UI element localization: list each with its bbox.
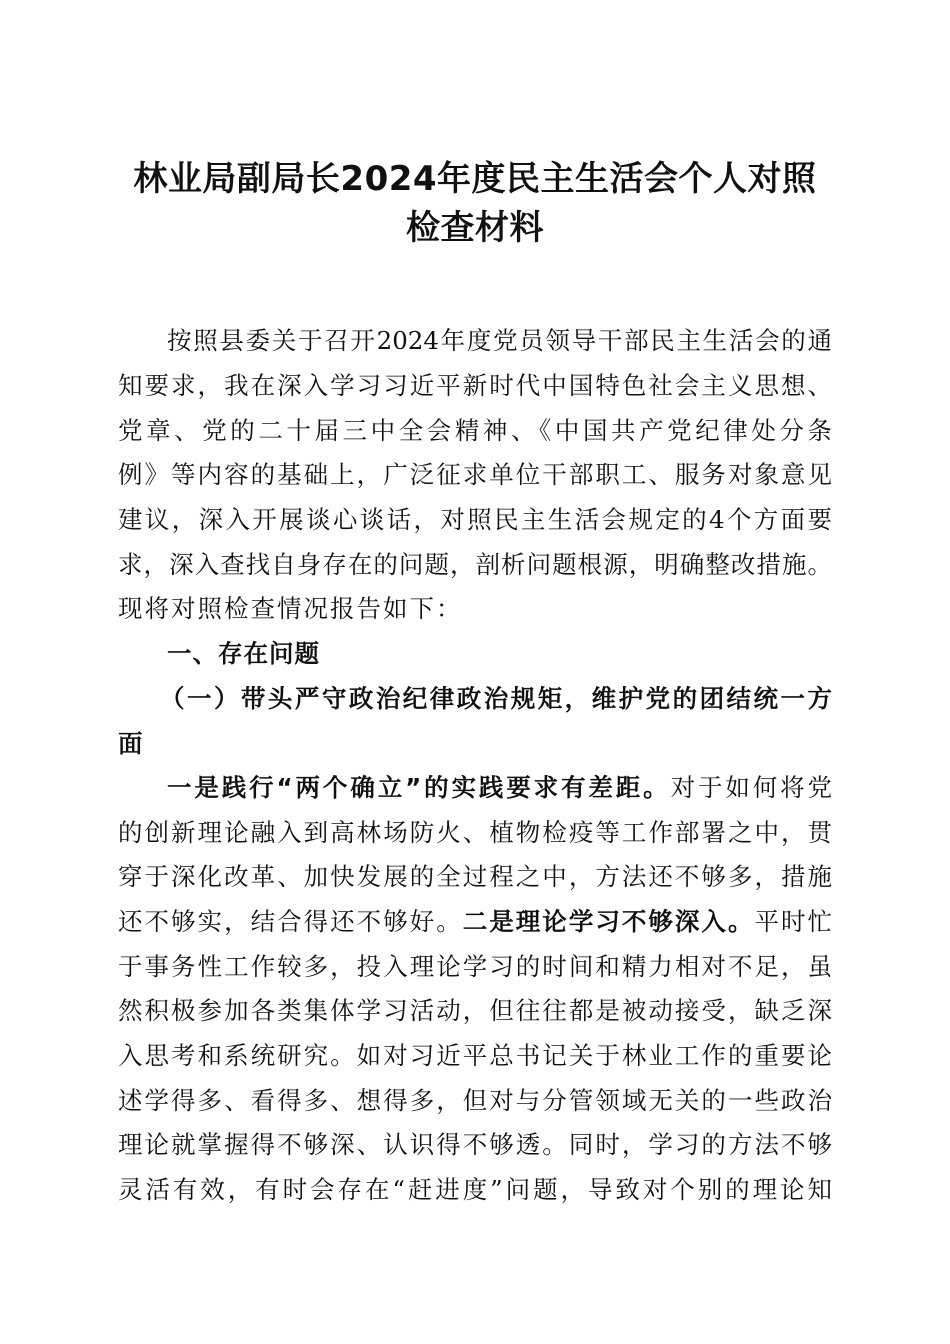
intro-line-5: 建议，深入开展谈心谈话，对照民主生活会规定的4个方面要 [118, 505, 832, 534]
document-title-line-2: 检查材料 [406, 208, 544, 248]
body-line-3: 穿于深化改革、加快发展的全过程之中，方法还不够多，措施 [118, 862, 832, 891]
body-line-1 [167, 765, 832, 810]
body-line-4-start: 还不够实，结合得还不够好。 [118, 907, 463, 936]
intro-line-2: 知要求，我在深入学习习近平新时代中国特色社会主义思想、 [118, 371, 832, 400]
body-line-2: 的创新理论融入到高林场防火、植物检疫等工作部署之中，贯 [118, 818, 832, 847]
intro-line-6: 求，深入查找自身存在的问题，剖析问题根源，明确整改措施。 [118, 550, 832, 579]
body-line-6: 然积极参加各类集体学习活动，但往往都是被动接受，缺乏深 [118, 996, 832, 1025]
intro-line-1: 按照县委关于召开2024年度党员领导干部民主生活会的通 [167, 326, 832, 355]
body-line-10: 灵活有效，有时会存在“赶进度”问题，导致对个别的理论知 [118, 1175, 832, 1204]
body-line-1-rest: 对于如何将党 [670, 773, 832, 802]
intro-line-7: 现将对照检查情况报告如下： [118, 594, 463, 623]
body-line-4-end: 平时忙 [754, 907, 833, 936]
body-line-5: 于事务性工作较多，投入理论学习的时间和精力相对不足，虽 [118, 952, 832, 981]
bold-point-2: 二是理论学习不够深入。 [462, 907, 755, 936]
body-line-7: 入思考和系统研究。如对习近平总书记关于林业工作的重要论 [118, 1041, 832, 1070]
body-line-8: 述学得多、看得多、想得多，但对与分管领域无关的一些政治 [118, 1086, 832, 1115]
intro-line-3: 党章、党的二十届三中全会精神、《中国共产党纪律处分条 [118, 416, 832, 445]
body-line-4 [118, 899, 832, 944]
intro-line-4: 例》等内容的基础上，广泛征求单位干部职工、服务对象意见 [118, 460, 832, 489]
document-title-line-1: 林业局副局长2024年度民主生活会个人对照 [133, 159, 817, 199]
subsection-heading-line-1: （一）带头严守政治纪律政治规矩，维护党的团结统一方 [160, 684, 832, 713]
section-heading: 一、存在问题 [167, 639, 320, 668]
body-line-9: 理论就掌握得不够深、认识得不够透。同时，学习的方法不够 [118, 1130, 832, 1159]
bold-point-1: 一是践行“两个确立”的实践要求有差距。 [167, 773, 671, 802]
subsection-heading-line-2: 面 [118, 729, 145, 758]
